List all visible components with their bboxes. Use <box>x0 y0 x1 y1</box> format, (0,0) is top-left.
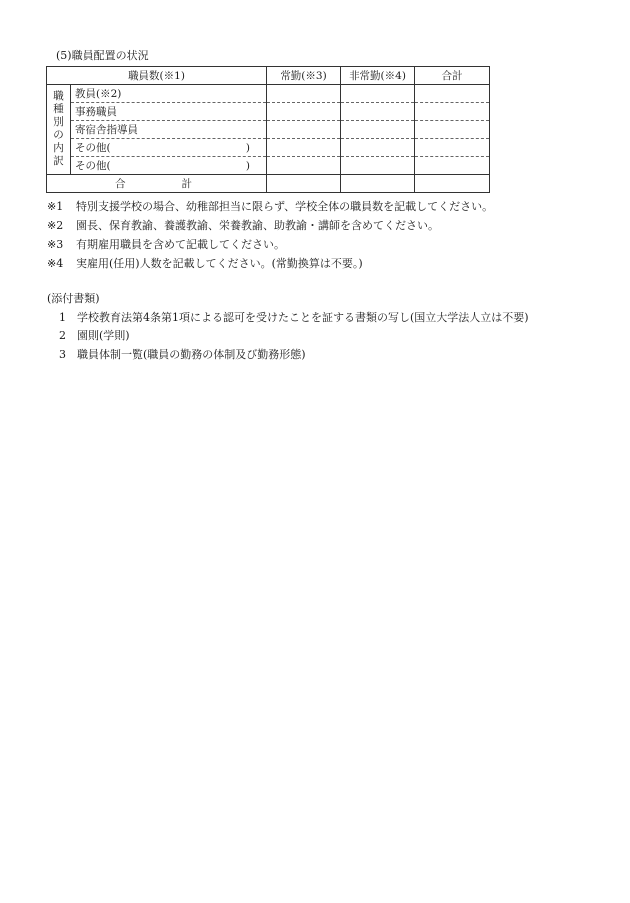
attachment-text: 職員体制一覧(職員の勤務の体制及び勤務形態) <box>77 347 306 361</box>
cell-total[interactable] <box>415 103 490 121</box>
cell-fulltime[interactable] <box>267 121 341 139</box>
note-mark: ※3 <box>47 238 64 251</box>
total-label-a: 合 <box>115 177 132 190</box>
attachments <box>47 290 529 364</box>
notes <box>47 197 493 273</box>
cell-fulltime[interactable] <box>267 157 341 175</box>
row-label-dormitory-instructor: 寄宿舎指導員 <box>71 121 267 139</box>
row-label-other-1 <box>71 139 267 157</box>
note-mark: ※4 <box>47 257 64 270</box>
other-open: その他( <box>75 141 111 154</box>
attachment-text: 園則(学則) <box>77 329 130 342</box>
header-staff-count: 職員数(※1) <box>47 67 267 85</box>
table-row <box>47 103 490 121</box>
note-mark: ※2 <box>47 219 64 232</box>
staff-allocation-table <box>46 66 490 193</box>
total-label-b: 計 <box>181 177 198 190</box>
row-label-teachers: 教員(※2) <box>71 85 267 103</box>
note-text: 特別支援学校の場合、幼稚部担当に限らず、学校全体の職員数を記載してください。 <box>76 200 494 213</box>
cell-parttime[interactable] <box>341 157 415 175</box>
section-title: (5)職員配置の状況 <box>56 49 149 62</box>
row-label-other-2 <box>71 157 267 175</box>
cell-fulltime-total[interactable] <box>267 175 341 193</box>
breakdown-label-cell <box>47 85 71 175</box>
note-item <box>47 235 493 254</box>
other-close: ) <box>245 141 250 154</box>
note-text: 有期雇用職員を含めて記載してください。 <box>76 238 285 251</box>
header-fulltime: 常勤(※3) <box>267 67 341 85</box>
table-row <box>47 157 490 175</box>
note-text: 実雇用(任用)人数を記載してください。(常勤換算は不要。) <box>76 257 363 270</box>
attachments-title: (添付書類) <box>47 292 100 305</box>
other-open: その他( <box>75 159 111 172</box>
cell-fulltime[interactable] <box>267 85 341 103</box>
total-row-label <box>47 175 267 193</box>
table-header-row <box>47 67 490 85</box>
note-text: 園長、保育教諭、養護教諭、栄養教諭、助教諭・講師を含めてください。 <box>76 219 439 232</box>
note-item <box>47 197 493 216</box>
cell-total[interactable] <box>415 139 490 157</box>
note-item <box>47 254 493 273</box>
table-row <box>47 121 490 139</box>
cell-total[interactable] <box>415 85 490 103</box>
attachment-num: 2 <box>59 329 66 342</box>
attachment-num: 1 <box>59 310 66 324</box>
attachment-num: 3 <box>59 347 66 361</box>
attachment-item <box>47 309 529 328</box>
cell-parttime[interactable] <box>341 139 415 157</box>
header-parttime: 非常勤(※4) <box>341 67 415 85</box>
attachment-item <box>47 346 529 365</box>
cell-parttime[interactable] <box>341 103 415 121</box>
cell-fulltime[interactable] <box>267 139 341 157</box>
note-item <box>47 216 493 235</box>
cell-parttime-total[interactable] <box>341 175 415 193</box>
cell-grand-total[interactable] <box>415 175 490 193</box>
other-close: ) <box>245 159 250 172</box>
attachment-text: 学校教育法第4条第1項による認可を受けたことを証する書類の写し(国立大学法人立は不要) <box>77 310 529 324</box>
table-row <box>47 85 490 103</box>
cell-total[interactable] <box>415 121 490 139</box>
table-total-row <box>47 175 490 193</box>
header-total: 合計 <box>415 67 490 85</box>
row-label-office-staff: 事務職員 <box>71 103 267 121</box>
breakdown-label: 職種別の内訳 <box>53 90 64 167</box>
note-mark: ※1 <box>47 200 64 213</box>
cell-total[interactable] <box>415 157 490 175</box>
table-row <box>47 139 490 157</box>
attachment-item <box>47 327 529 346</box>
cell-parttime[interactable] <box>341 121 415 139</box>
cell-parttime[interactable] <box>341 85 415 103</box>
cell-fulltime[interactable] <box>267 103 341 121</box>
